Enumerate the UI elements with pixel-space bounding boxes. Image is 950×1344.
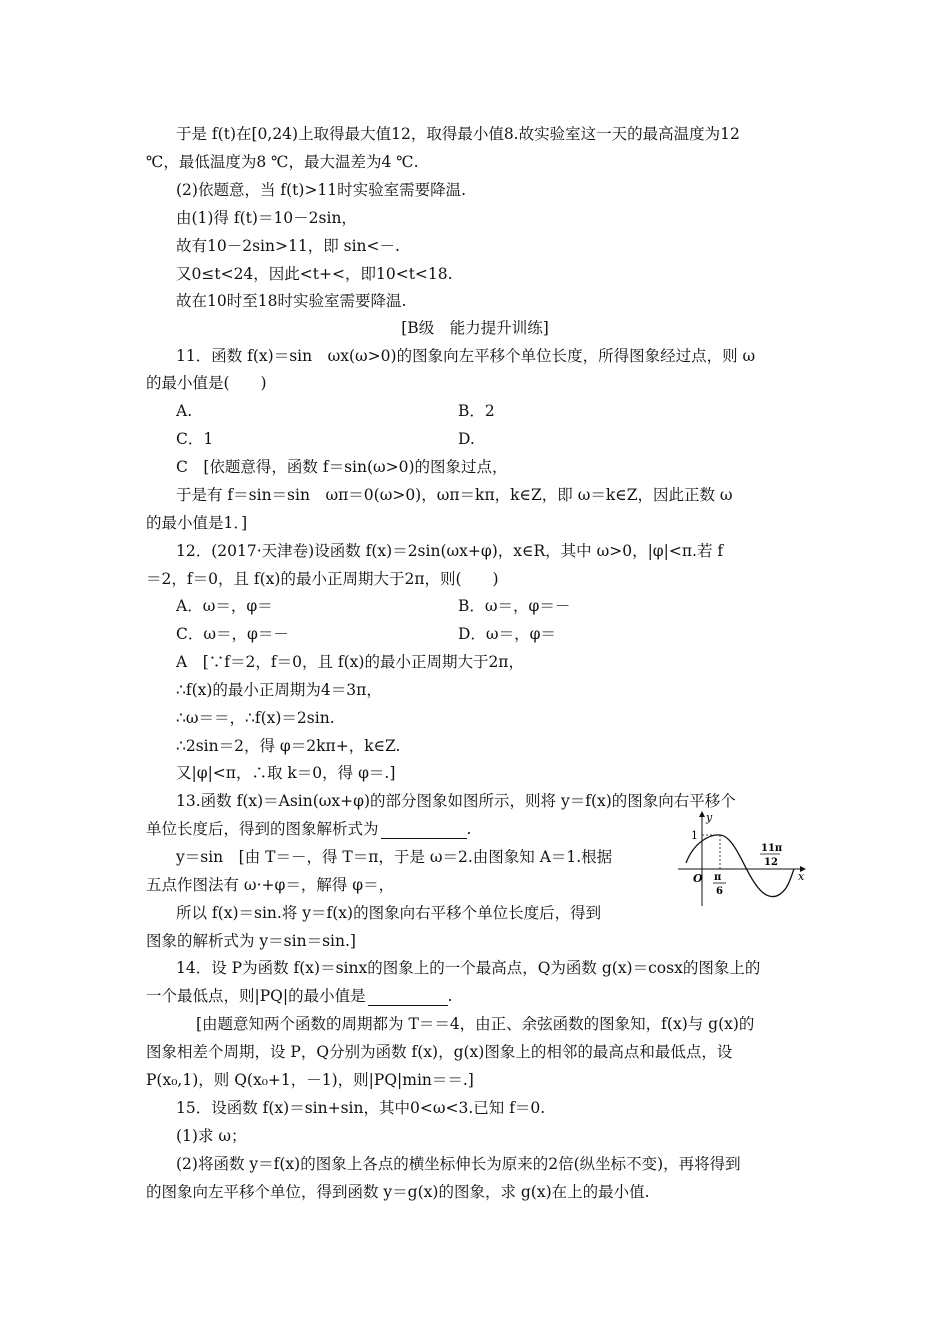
text-line xyxy=(146,819,471,839)
text-line: 又|φ|<π，∴取 k＝0，得 φ＝.] xyxy=(176,764,396,782)
tick-label-twelve: 12 xyxy=(764,857,778,868)
answer-line: A [∵f＝2，f＝0，且 f(x)的最小正周期大于2π， xyxy=(176,653,524,671)
text-line: ＝2，f＝0，且 f(x)的最小正周期大于2π，则( ) xyxy=(146,570,499,588)
text-fragment: 单位长度后，得到的图象解析式为 xyxy=(146,820,379,838)
tick-label-eleven-pi: 11π xyxy=(761,843,783,854)
text-line: 五点作图法有 ω·+φ＝，解得 φ＝， xyxy=(146,876,395,894)
text-line: ∴2sin＝2，得 φ＝2kπ+，k∈Z. xyxy=(176,737,401,755)
option-d: D. xyxy=(458,430,475,448)
text-line: ∴f(x)的最小正周期为4＝3π， xyxy=(176,681,382,699)
text-line: 由(1)得 f(t)＝10－2sin， xyxy=(176,209,357,227)
y-axis-arrow xyxy=(699,811,705,817)
tick-label-pi: π xyxy=(714,872,722,883)
text-line: P(x₀,1)，则 Q(x₀+1，－1)，则|PQ|min＝＝.] xyxy=(146,1071,474,1089)
option-c: C．1 xyxy=(176,430,214,448)
text-line: (1)求 ω； xyxy=(176,1127,247,1145)
option-b: B．ω＝，φ＝－ xyxy=(458,597,571,615)
section-heading: [B级 能力提升训练] xyxy=(401,319,549,337)
question-12: 12．(2017·天津卷)设函数 f(x)＝2sin(ωx+φ)，x∈R，其中 ω>0，|φ|<π.若 f xyxy=(176,542,724,560)
text-line: ℃，最低温度为8 ℃，最大温差为4 ℃. xyxy=(146,153,419,171)
x-axis-label: x xyxy=(798,870,805,883)
question-13: 13.函数 f(x)＝Asin(ωx+φ)的部分图象如图所示，则将 y＝f(x)的图象向右平移个 xyxy=(176,792,736,810)
text-line: 于是 f(t)在[0,24)上取得最大值12，取得最小值8.故实验室这一天的最高温度为12 xyxy=(176,125,740,143)
text-fragment: . xyxy=(447,987,453,1005)
text-line: 的最小值是( ) xyxy=(146,374,267,392)
text-line: 故在10时至18时实验室需要降温. xyxy=(176,292,407,310)
text-line: 于是有 f＝sin＝sin ωπ＝0(ω>0)，ωπ＝kπ，k∈Z，即 ω＝k∈Z，因此正数 ω xyxy=(176,486,733,504)
text-line: 图象的解析式为 y＝sin＝sin.] xyxy=(146,932,356,950)
question-11: 11．函数 f(x)＝sin ωx(ω>0)的图象向左平移个单位长度，所得图象经过点，则 ω xyxy=(176,347,756,365)
question-15: 15．设函数 f(x)＝sin+sin，其中0<ω<3.已知 f＝0. xyxy=(176,1099,546,1117)
option-a: A. xyxy=(176,402,193,420)
text-line: 的最小值是1．] xyxy=(146,514,248,532)
option-b: B．2 xyxy=(458,402,495,420)
origin-label: O xyxy=(693,872,703,885)
text-fragment: 一个最低点，则|PQ|的最小值是 xyxy=(146,987,366,1005)
option-d: D．ω＝，φ＝ xyxy=(458,625,556,643)
question-14: 14．设 P为函数 f(x)＝sinx的图象上的一个最高点，Q为函数 g(x)＝cosx的图象上的 xyxy=(176,959,761,977)
answer-line: C [依题意得，函数 f＝sin(ω>0)的图象过点， xyxy=(176,458,508,476)
answer-blank xyxy=(368,989,448,1006)
tick-label-six: 6 xyxy=(716,886,723,897)
sine-graph-figure xyxy=(676,808,808,908)
text-line: 所以 f(x)＝sin.将 y＝f(x)的图象向右平移个单位长度后，得到 xyxy=(176,904,602,922)
text-line: ∴ω＝＝，∴f(x)＝2sin. xyxy=(176,709,335,727)
answer-line: [由题意知两个函数的周期都为 T＝＝4，由正、余弦函数的图象知，f(x)与 g(x)的 xyxy=(196,1015,755,1033)
text-line: 图象相差个周期，设 P，Q分别为函数 f(x)，g(x)图象上的相邻的最高点和最低点，设 xyxy=(146,1043,733,1061)
text-line: 故有10－2sin>11，即 sin<－. xyxy=(176,237,400,255)
option-c: C．ω＝，φ＝－ xyxy=(176,625,289,643)
text-line xyxy=(146,986,453,1006)
text-line: (2)依题意，当 f(t)>11时实验室需要降温. xyxy=(176,181,467,199)
text-line: (2)将函数 y＝f(x)的图象上各点的横坐标伸长为原来的2倍(纵坐标不变)，再将得到 xyxy=(176,1155,741,1173)
option-a: A．ω＝，φ＝ xyxy=(176,597,273,615)
tick-label-one: 1 xyxy=(691,829,698,842)
answer-blank xyxy=(381,822,467,839)
answer-line: y＝sin [由 T＝－，得 T＝π，于是 ω＝2.由图象知 A＝1.根据 xyxy=(176,848,613,866)
text-line: 又0≤t<24，因此<t+<，即10<t<18. xyxy=(176,265,453,283)
text-line: 的图象向左平移个单位，得到函数 y＝g(x)的图象，求 g(x)在上的最小值. xyxy=(146,1183,650,1201)
text-fragment: . xyxy=(466,820,472,838)
y-axis-label: y xyxy=(706,811,713,824)
